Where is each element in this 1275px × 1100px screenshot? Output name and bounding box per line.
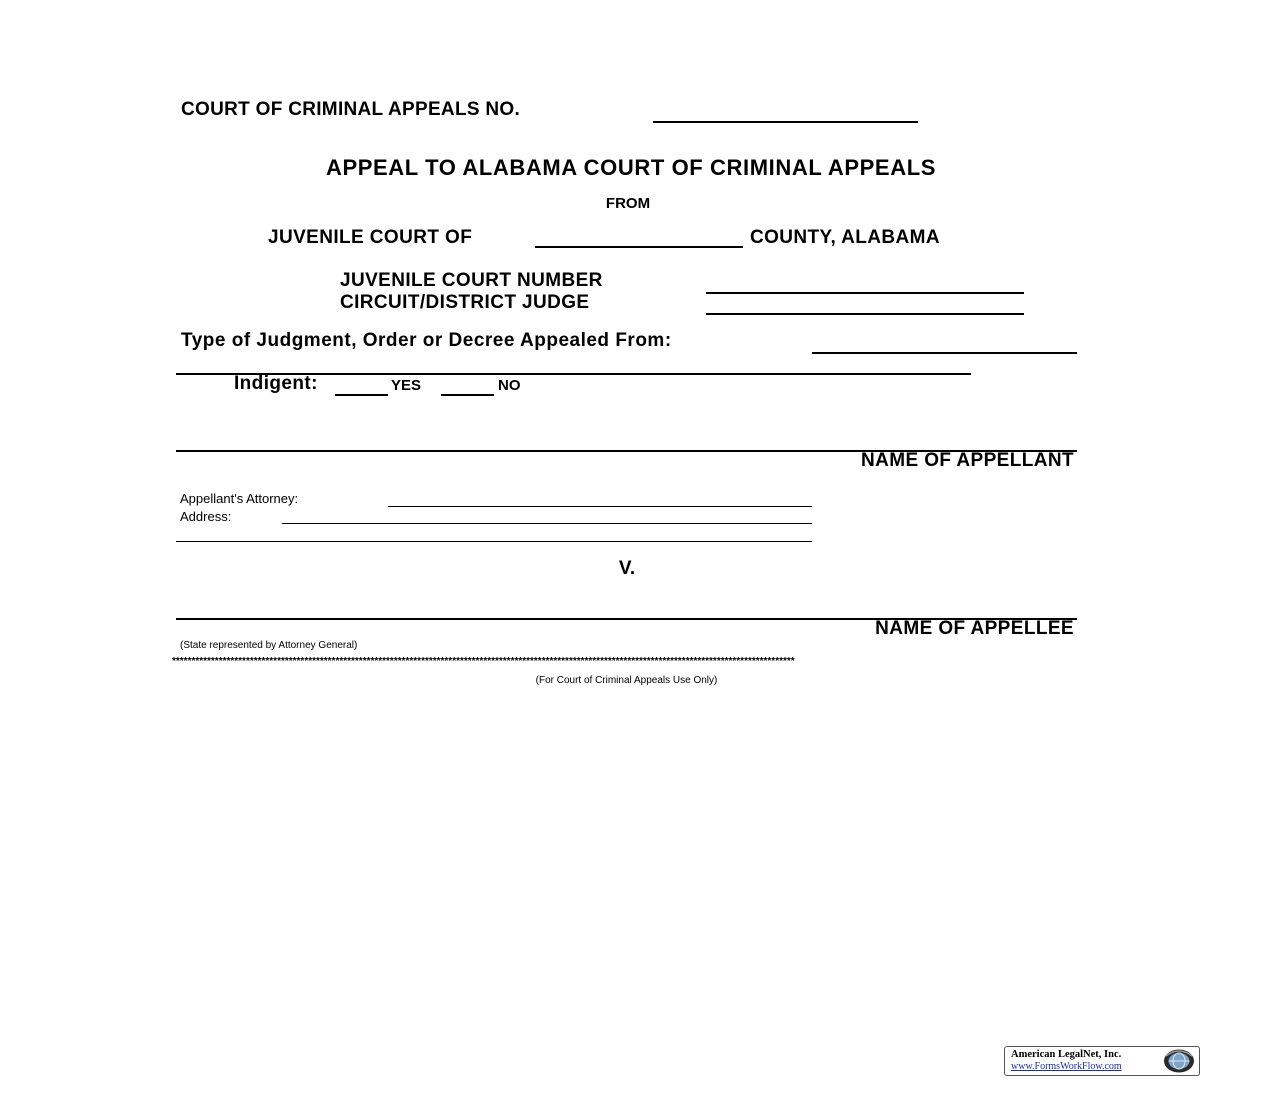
appellee-note: (State represented by Attorney General) bbox=[180, 640, 358, 651]
case-number-label: COURT OF CRIMINAL APPEALS NO. bbox=[181, 99, 521, 120]
judgment-type-label: Type of Judgment, Order or Decree Appealed From: bbox=[181, 330, 672, 351]
american-legalnet-logo bbox=[1004, 1046, 1200, 1076]
separator-stars: **************************************************************************************************************************************************************** bbox=[172, 656, 795, 667]
indigent-no-field[interactable] bbox=[441, 394, 494, 396]
logo-company-name: American LegalNet, Inc. bbox=[1011, 1049, 1122, 1060]
address-field-line-2[interactable] bbox=[176, 541, 812, 542]
indigent-yes-field[interactable] bbox=[335, 394, 388, 396]
attorney-field[interactable] bbox=[388, 506, 812, 507]
county-field[interactable] bbox=[535, 246, 743, 248]
juvenile-court-label: JUVENILE COURT OF bbox=[268, 227, 473, 248]
versus-label: V. bbox=[618, 558, 636, 579]
judge-field[interactable] bbox=[706, 313, 1024, 315]
globe-icon bbox=[1162, 1048, 1196, 1074]
county-suffix-label: COUNTY, ALABAMA bbox=[750, 227, 941, 248]
judge-label: CIRCUIT/DISTRICT JUDGE bbox=[340, 292, 590, 313]
form-title: APPEAL TO ALABAMA COURT OF CRIMINAL APPEALS bbox=[325, 155, 937, 180]
case-number-field[interactable] bbox=[653, 121, 918, 123]
indigent-no-label: NO bbox=[498, 377, 521, 394]
from-label: FROM bbox=[605, 195, 651, 212]
juvenile-court-number-label: JUVENILE COURT NUMBER bbox=[340, 270, 603, 291]
address-field[interactable] bbox=[282, 523, 812, 524]
indigent-yes-label: YES bbox=[391, 377, 422, 394]
court-use-note: (For Court of Criminal Appeals Use Only) bbox=[535, 675, 718, 686]
indigent-label: Indigent: bbox=[234, 373, 318, 394]
attorney-label: Appellant's Attorney: bbox=[180, 491, 299, 506]
logo-url-link[interactable]: www.FormsWorkFlow.com bbox=[1011, 1061, 1122, 1072]
juvenile-court-number-field[interactable] bbox=[706, 292, 1024, 294]
address-label: Address: bbox=[180, 509, 232, 524]
appellant-label: NAME OF APPELLANT bbox=[861, 450, 1074, 471]
appellee-label: NAME OF APPELLEE bbox=[875, 618, 1074, 639]
judgment-type-field[interactable] bbox=[812, 352, 1077, 354]
